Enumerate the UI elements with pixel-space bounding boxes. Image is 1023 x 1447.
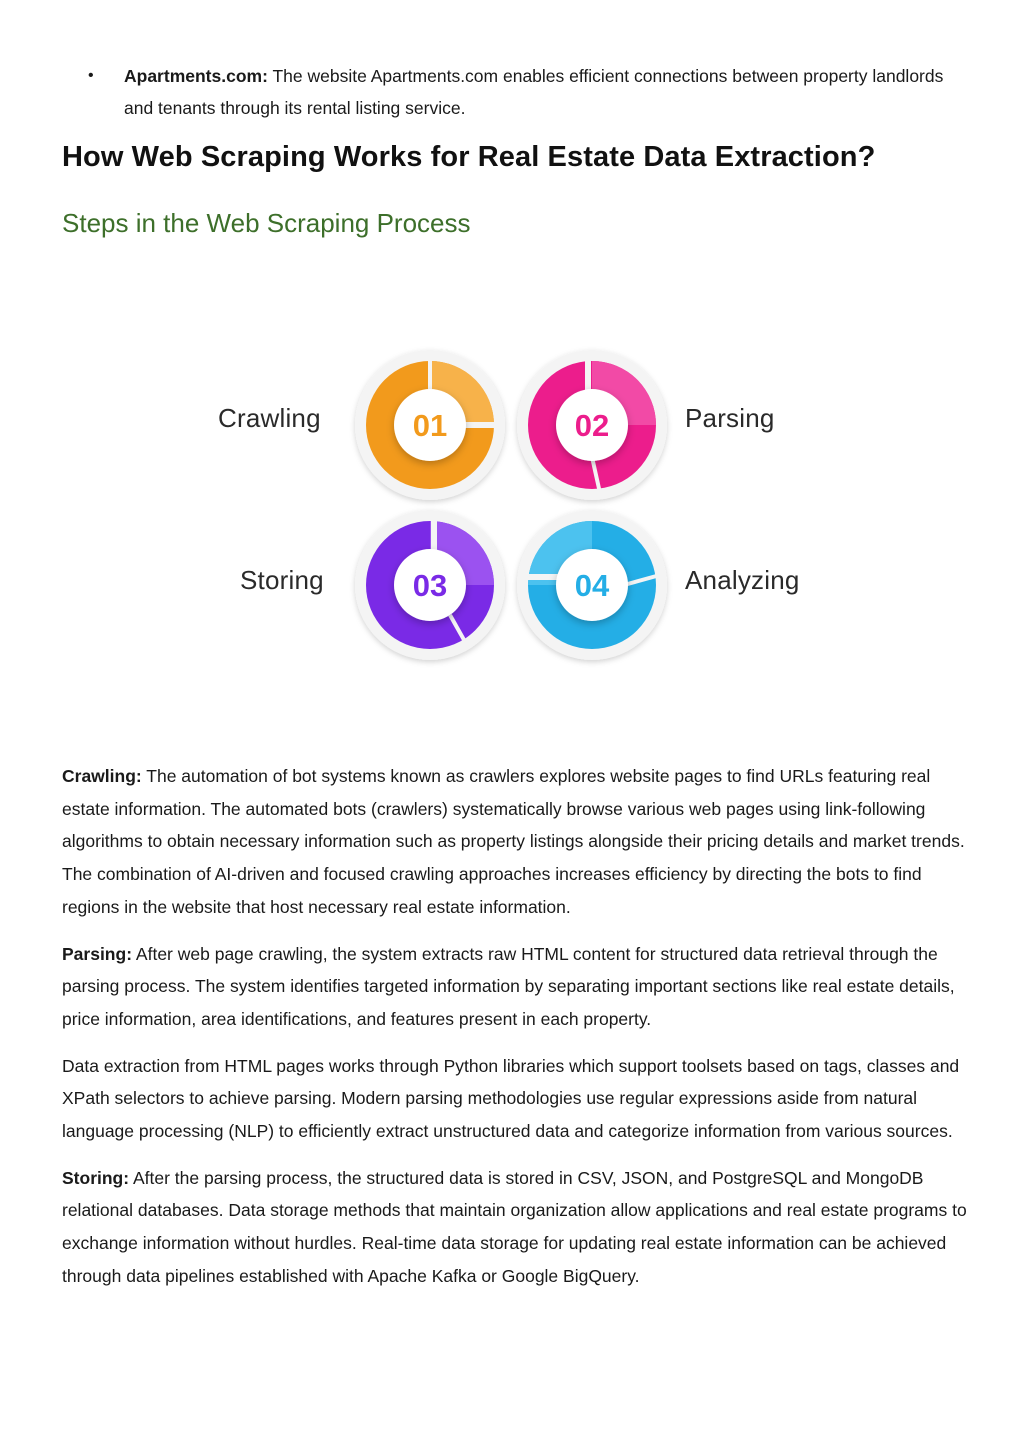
- bullet-dot: •: [88, 67, 94, 84]
- paragraph-storing: [62, 1162, 967, 1293]
- step-02-label: Parsing: [685, 403, 775, 433]
- paragraph-text: After the parsing process, the structured data is stored in CSV, JSON, and PostgreSQL and MongoDB relational databases. Data storage methods that maintain organization allow applications and real estate programs to exchange information without hurdles. Real-time data storage for updating real estate information can be achieved through data pipelines established with Apache Kafka or Google BigQuery.: [62, 1167, 967, 1286]
- paragraph-parsing: [62, 938, 967, 1036]
- step-01-label: Crawling: [218, 403, 321, 433]
- paragraph-term: Crawling:: [62, 766, 142, 786]
- paragraph-crawling: [62, 760, 967, 924]
- paragraph-text: After web page crawling, the system extracts raw HTML content for structured data retrieval through the parsing process. The system identifies targeted information by separating important sections like real estate details, price information, area identifications, and features present in each property.: [62, 943, 955, 1029]
- paragraph-term: Parsing:: [62, 943, 133, 964]
- bullet-description: The website Apartments.com enables efficient connections between property landlords and tenants through its rental listing service.: [124, 66, 944, 118]
- section-subheading: Steps in the Web Scraping Process: [62, 208, 471, 238]
- step-01-number: 01: [412, 408, 448, 443]
- bullet-text: [124, 60, 962, 124]
- paragraph-parsing-detail: [62, 1050, 967, 1148]
- paragraph-text: The automation of bot systems known as crawlers explores website pages to find URLs featuring real estate information. The automated bots (crawlers) systematically browse various web pages using link-following algorithms to obtain necessary information such as property listings alongside their pricing details and market trends. The combination of AI-driven and focused crawling approaches increases efficiency by directing the bots to find regions in the website that host necessary real estate information.: [62, 766, 965, 917]
- step-03-label: Storing: [240, 565, 324, 595]
- paragraph-term: Storing:: [62, 1167, 130, 1188]
- scraping-steps-diagram: [200, 335, 820, 675]
- step-02-number: 02: [574, 408, 610, 443]
- page-heading: How Web Scraping Works for Real Estate Data Extraction?: [62, 141, 876, 173]
- paragraph-text: Data extraction from HTML pages works through Python libraries which support toolsets based on tags, classes and XPath selectors to achieve parsing. Modern parsing methodologies use regular expressions aside from natural language processing (NLP) to efficiently extract unstructured data and categorize information from various sources.: [62, 1055, 960, 1142]
- article-body: [62, 760, 967, 1307]
- step-04-label: Analyzing: [685, 565, 800, 595]
- step-04-number: 04: [574, 568, 610, 603]
- steps-diagram-graphic: [200, 335, 820, 675]
- bullet-list-item: [62, 60, 962, 124]
- bullet-term: Apartments.com:: [124, 66, 268, 86]
- step-03-number: 03: [412, 568, 448, 603]
